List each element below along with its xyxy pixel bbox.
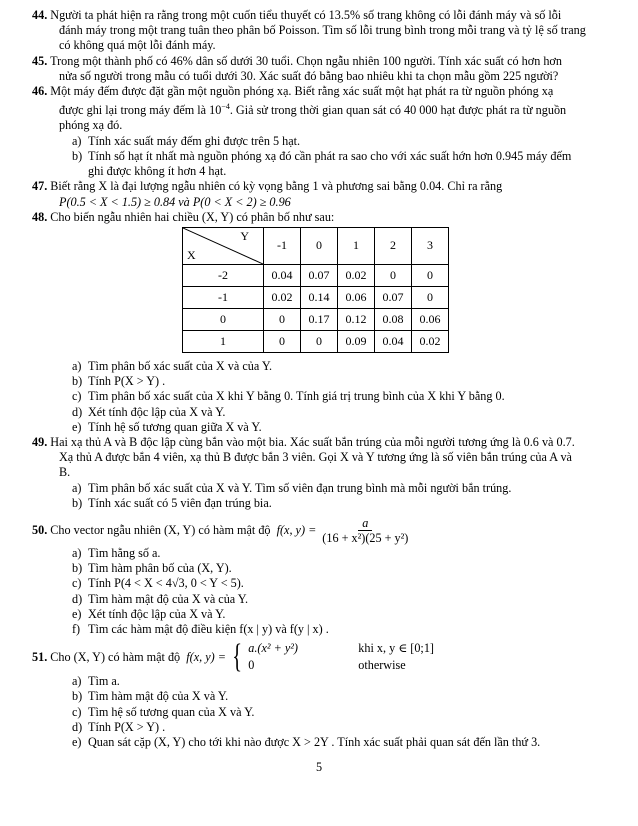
math-expression: f(x, y) = — [276, 523, 317, 538]
item-label: d) — [72, 591, 83, 606]
item-text: Xét tính độc lập của X và Y. — [88, 404, 226, 419]
x-value-cell: -2 — [183, 264, 264, 286]
probability-cell: 0.14 — [301, 286, 338, 308]
item-text: Tìm phân bố xác suất của X và của Y. — [88, 358, 273, 373]
probability-cell: 0.02 — [338, 264, 375, 286]
table-row — [183, 308, 449, 330]
table-row — [183, 330, 449, 352]
probability-cell: 0.06 — [412, 308, 449, 330]
case-condition: otherwise — [358, 658, 406, 673]
probability-cell: 0 — [264, 330, 301, 352]
problem-number: 46. — [32, 84, 48, 99]
problem-text: Biết rằng X là đại lượng ngẫu nhiên có kỳ vọng bằng 1 và phương sai bằng 0.04. Chỉ ra rằng — [50, 179, 503, 194]
item-text: Tìm a. — [88, 674, 120, 689]
problem-number: 49. — [32, 434, 48, 449]
distribution-table — [182, 227, 449, 353]
probability-cell: 0 — [375, 264, 412, 286]
problem-text: đánh máy trong một trang tuân theo phân bố Poisson. Tìm số lỗi trung bình trong mỗi trang và tỷ lệ số trang — [59, 23, 586, 38]
item-label: b) — [72, 495, 83, 510]
probability-cell: 0 — [412, 264, 449, 286]
item-label: a) — [72, 480, 82, 495]
item-text: Tính xác suất có 5 viên đạn trúng bia. — [88, 495, 272, 510]
item-label: a) — [72, 358, 82, 373]
item-label: b) — [72, 561, 83, 576]
item-text: Tìm hằng số a. — [88, 545, 161, 560]
item-text: Tìm các hàm mật độ điều kiện f(x | y) và f(y | x) . — [88, 621, 329, 636]
math-expression: f(x, y) = — [186, 649, 226, 664]
document-page — [32, 8, 614, 750]
problem-text: Hai xạ thủ A và B độc lập cùng bắn vào một bia. Xác suất bắn trúng của mỗi người tương ứng là 0.6 và 0.7. — [50, 434, 575, 449]
brace: { — [232, 638, 242, 676]
case-expression: a.(x² + y²) — [248, 641, 298, 656]
table-row — [183, 264, 449, 286]
item-label: c) — [72, 576, 82, 591]
case-condition: khi x, y ∈ [0;1] — [358, 641, 434, 656]
math-expression: P(0.5 < X < 1.5) ≥ 0.84 và P(0 < X < 2) ≥ 0.96 — [59, 194, 291, 209]
probability-cell: 0.02 — [412, 330, 449, 352]
x-value-cell: 1 — [183, 330, 264, 352]
page-number: 5 — [315, 760, 323, 774]
item-text: Tìm phân bố xác suất của X và Y. Tìm số viên đạn trung bình mà mỗi người bắn trúng. — [88, 480, 512, 495]
problem-50 — [32, 516, 614, 637]
item-label: a) — [72, 545, 82, 560]
probability-cell: 0 — [264, 308, 301, 330]
probability-cell: 0.04 — [264, 264, 301, 286]
item-text: Quan sát cặp (X, Y) cho tới khi nào được X > 2Y . Tính xác suất phải quan sát đến lần thứ 3. — [88, 734, 541, 749]
item-text: Tìm hàm phân bố của (X, Y). — [88, 561, 232, 576]
fraction-denominator: (16 + x²)(25 + y²) — [322, 530, 409, 545]
problem-44 — [32, 8, 614, 54]
problem-text: . Giả sử trong thời gian quan sát có 40 000 hạt được phát ra từ nguồn — [229, 103, 567, 118]
probability-cell: 0.17 — [301, 308, 338, 330]
item-text: Tìm phân bố xác suất của X khi Y bằng 0. Tính giá trị trung bình của X khi Y bằng 0. — [88, 389, 505, 404]
probability-cell: 0.06 — [338, 286, 375, 308]
item-text: Tính P(4 < X < 4√3, 0 < Y < 5). — [88, 576, 244, 591]
problem-51 — [32, 640, 614, 750]
item-text: Tính số hạt ít nhất mà nguồn phóng xạ đó cần phát ra sao cho với xác suất hớn hơn 0.945 máy đếm — [88, 148, 572, 163]
item-text: Tính P(X > Y) . — [88, 719, 166, 734]
problem-text: phóng xạ đó. — [59, 118, 123, 133]
y-value-header: 1 — [338, 227, 375, 264]
y-value-header: 3 — [412, 227, 449, 264]
probability-cell: 0 — [412, 286, 449, 308]
exponent: −4 — [221, 102, 230, 112]
problem-text: Trong một thành phố có 46% dân số dưới 30 tuổi. Chọn ngẫu nhiên 100 người. Tính xác suất có hơn hơn — [50, 53, 562, 68]
probability-cell: 0.02 — [264, 286, 301, 308]
problem-text: Một máy đếm được đặt gần một nguồn phóng xạ. Biết rằng xác suất một hạt phát ra từ nguồn phóng xạ — [50, 84, 554, 99]
problem-number: 44. — [32, 8, 48, 22]
table-corner-cell — [183, 227, 264, 264]
item-text: Tính hệ số tương quan giữa X và Y. — [88, 419, 262, 434]
item-label: b) — [72, 374, 83, 389]
problem-text: Xạ thủ A được bắn 4 viên, xạ thủ B được bắn 3 viên. Gọi X và Y tương ứng là số viên bắn trúng của A và — [59, 450, 572, 465]
item-text: Tính P(X > Y) . — [88, 374, 166, 389]
y-label: Y — [240, 228, 249, 243]
problem-number: 47. — [32, 179, 48, 194]
x-value-cell: 0 — [183, 308, 264, 330]
probability-cell: 0.07 — [301, 264, 338, 286]
x-value-cell: -1 — [183, 286, 264, 308]
problem-text: Cho biến ngẫu nhiên hai chiều (X, Y) có phân bố như sau: — [50, 209, 335, 224]
problem-text: được ghi lại trong máy đếm là 10 — [59, 103, 222, 118]
probability-cell: 0.04 — [375, 330, 412, 352]
probability-cell: 0 — [301, 330, 338, 352]
x-label: X — [187, 247, 196, 262]
item-text: Tìm hệ số tương quan của X và Y. — [88, 704, 255, 719]
item-label: f) — [72, 621, 81, 636]
problem-49 — [32, 435, 614, 511]
item-text: Tìm hàm mật độ của X và của Y. — [88, 591, 249, 606]
problem-number: 45. — [32, 53, 48, 68]
problem-text: Cho (X, Y) có hàm mật độ — [50, 649, 181, 664]
item-text: Tính xác suất máy đếm ghi được trên 5 hạt. — [88, 133, 301, 148]
problem-text: có không quá một lỗi đánh máy. — [59, 38, 216, 53]
item-label: d) — [72, 404, 83, 419]
piecewise-function — [226, 640, 434, 674]
item-label: e) — [72, 419, 82, 434]
table-row — [183, 286, 449, 308]
item-text: ghi được không ít hơn 4 hạt. — [88, 164, 227, 179]
fraction — [318, 516, 412, 546]
problem-45 — [32, 54, 614, 84]
item-text: Tìm hàm mật độ của X và Y. — [88, 689, 229, 704]
problem-text: nửa số người trong mẫu có tuổi dưới 30. Xác suất đó bằng bao nhiêu khi ta chọn mẫu gồm 225 người? — [59, 68, 559, 83]
problem-46 — [32, 84, 614, 179]
probability-cell: 0.09 — [338, 330, 375, 352]
case-expression: 0 — [248, 658, 255, 673]
item-label: e) — [72, 606, 82, 621]
fraction-numerator: a — [358, 516, 372, 531]
item-label: a) — [72, 133, 82, 148]
probability-cell: 0.12 — [338, 308, 375, 330]
item-label: a) — [72, 674, 82, 689]
item-text: Xét tính độc lập của X và Y. — [88, 606, 226, 621]
item-label: b) — [72, 689, 83, 704]
item-label: c) — [72, 704, 82, 719]
problem-text: Cho vector ngẫu nhiên (X, Y) có hàm mật độ — [50, 523, 271, 538]
item-label: e) — [72, 734, 82, 749]
item-label: c) — [72, 389, 82, 404]
problem-number: 50. — [32, 523, 48, 538]
problem-number: 48. — [32, 209, 48, 224]
y-value-header: -1 — [264, 227, 301, 264]
problem-number: 51. — [32, 649, 48, 664]
problem-text: B. — [59, 465, 71, 480]
y-value-header: 2 — [375, 227, 412, 264]
problem-48 — [32, 210, 614, 435]
problem-47 — [32, 179, 614, 209]
problem-text: Người ta phát hiện ra rằng trong một cuốn tiểu thuyết có 13.5% số trang không có lỗi đánh máy và số lỗi — [50, 8, 562, 22]
probability-cell: 0.07 — [375, 286, 412, 308]
item-label: b) — [72, 148, 83, 163]
item-label: d) — [72, 719, 83, 734]
y-value-header: 0 — [301, 227, 338, 264]
probability-cell: 0.08 — [375, 308, 412, 330]
